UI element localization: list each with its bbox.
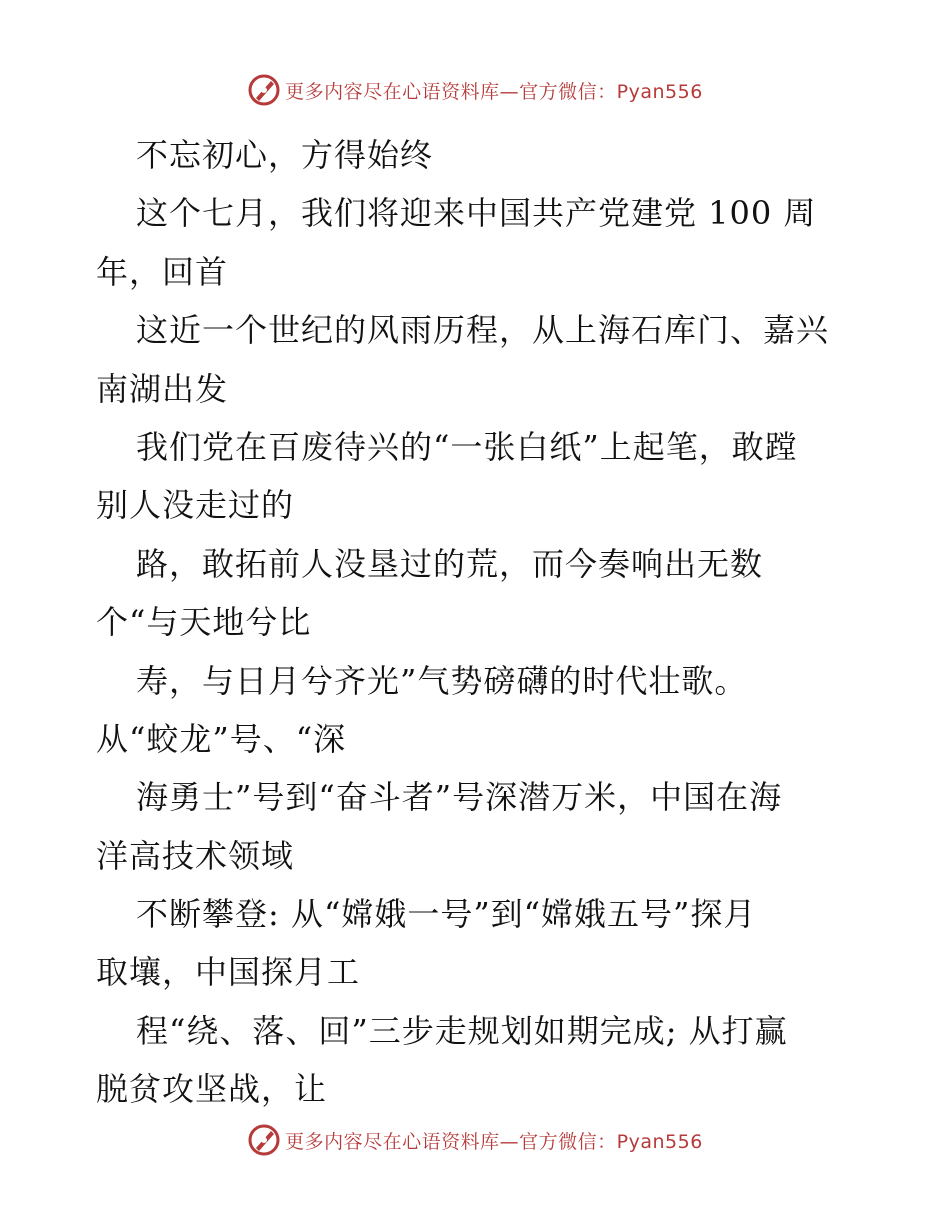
doc-line: 脱贫攻坚战，让 bbox=[96, 1070, 328, 1109]
doc-line: 个“与天地兮比 bbox=[96, 603, 312, 642]
doc-line: 取壤，中国探月工 bbox=[96, 953, 361, 992]
pen-seal-icon bbox=[247, 73, 281, 107]
doc-line: 海勇士”号到“奋斗者”号深潜万米，中国在海 bbox=[136, 778, 783, 817]
footer-banner-text: 更多内容尽在心语资料库—官方微信：Pyan556 bbox=[285, 1130, 703, 1153]
document-body bbox=[96, 126, 856, 1119]
doc-line: 路，敢拓前人没垦过的荒，而今奏响出无数 bbox=[136, 544, 764, 583]
header-banner bbox=[0, 70, 950, 110]
doc-line: 这个七月，我们将迎来中国共产党建党 100 周 bbox=[136, 194, 817, 233]
doc-line: 别人没走过的 bbox=[96, 486, 295, 525]
doc-line: 洋高技术领域 bbox=[96, 836, 295, 875]
pen-seal-icon bbox=[247, 1123, 281, 1157]
doc-line: 不忘初心，方得始终 bbox=[136, 136, 434, 174]
doc-line: 从“蛟龙”号、“深 bbox=[96, 719, 347, 758]
doc-line: 年，回首 bbox=[96, 252, 229, 291]
doc-line: 这近一个世纪的风雨历程，从上海石库门、嘉兴 bbox=[136, 311, 830, 350]
footer-banner bbox=[0, 1120, 950, 1160]
header-banner-text: 更多内容尽在心语资料库—官方微信：Pyan556 bbox=[285, 80, 703, 103]
doc-line: 程“绕、落、回”三步走规划如期完成; 从打赢 bbox=[136, 1011, 788, 1050]
doc-line: 寿，与日月兮齐光”气势磅礴的时代壮歌。 bbox=[136, 661, 748, 700]
doc-line: 不断攀登: 从“嫦娥一号”到“嫦娥五号”探月 bbox=[136, 895, 757, 934]
doc-line: 南湖出发 bbox=[96, 369, 229, 408]
doc-line: 我们党在百废待兴的“一张白纸”上起笔，敢蹚 bbox=[136, 427, 798, 466]
